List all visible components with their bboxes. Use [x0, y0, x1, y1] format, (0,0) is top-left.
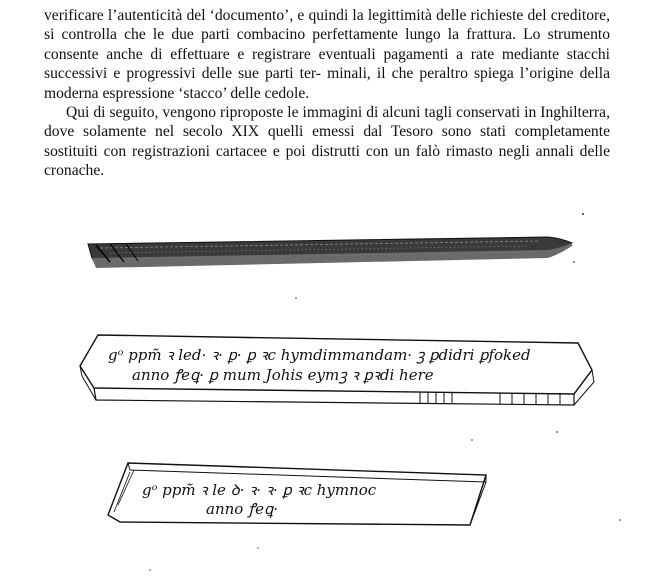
text-line: stati completamente sostituiti con registrazioni cartacee e poi distrutti con un [44, 123, 610, 160]
stick-two-script-line-1: gᵒ ppm̃ ꝛ led· ꝛ· ꝑ· ꝑ ꝛc hymdimmandam· ꝫ ꝑdidri ꝑfoked [108, 346, 531, 364]
text-line: verificare l’autenticità del ‘documento’, e quindi la legittimità delle richieste [44, 7, 524, 24]
text-line: in Inghilterra, dove solamente nel secolo XIX quelli emessi dal Tesoro sono [44, 104, 610, 141]
text-line: Qui di seguito, vengono riproposte le immagini di alcuni tagli conservati [66, 104, 521, 122]
tally-stick-photo [88, 237, 572, 268]
tally-stick-inscribed-long [80, 335, 594, 405]
stick-three-script-line-1: gᵒ ppm̃ ꝛ le ꝺ· ꝛ· ꝛ· ꝑ ꝛc hymnoc [142, 481, 377, 499]
text-line: pagamenti a rate mediante stacchi successivi e progressivi delle sue parti ter- [44, 45, 610, 83]
stick-two-script-line-2: anno ꝭeꝗ· ꝑ mum Johis eymꝫ ꝛ ꝑꝛdi here [132, 366, 434, 384]
text-line: falò rimasto negli annali delle cronache. [44, 142, 610, 180]
text-line: minali, il che peraltro spiega l’origine della moderna espressione ‘stacco’ [44, 65, 610, 102]
text-line: delle cedole. [230, 84, 310, 102]
tally-stick-inscribed-short [108, 463, 486, 525]
stick-three-script-line-2: anno ꝭeꝗ· [206, 500, 279, 518]
text-line: frattura. Lo strumento consente anche di effettuare e registrare eventuali [44, 26, 610, 63]
text-line: del creditore, si controlla che le due parti combacino perfettamente lungo la [44, 7, 610, 44]
